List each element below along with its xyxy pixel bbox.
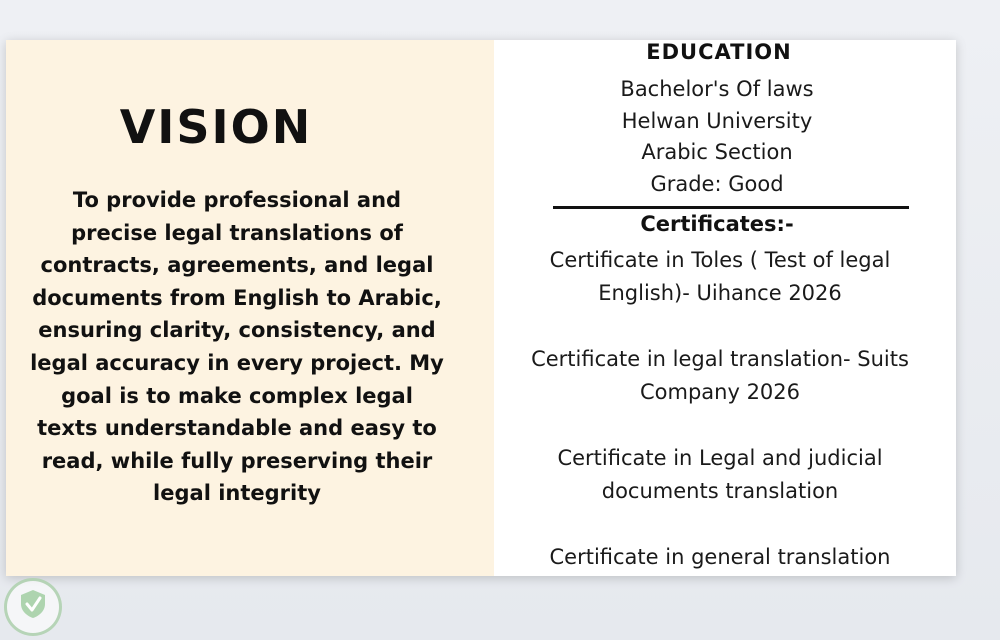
education-university: Helwan University	[621, 108, 813, 133]
education-grade: Grade: Good	[650, 172, 784, 197]
education-details	[494, 74, 940, 201]
vision-statement: To provide professional and precise legal translations of contracts, agreements, and legal documents from English to Arabic, ensuring clarity, consistency, and legal accuracy in every project. My goal is to make complex legal texts understandable and easy to read, while fully preserving their legal integrity	[30, 188, 444, 506]
vision-heading: VISION	[119, 100, 313, 154]
certificate-item: Certificate in Toles ( Test of legal English)- Uihance 2026	[549, 248, 891, 305]
watermark-logo	[4, 578, 62, 636]
certificate-item: Certificate in general translation	[549, 545, 891, 569]
certificate-item: Certificate in Legal and judicial documents translation	[557, 446, 883, 503]
vision-panel	[6, 40, 494, 576]
section-divider	[553, 206, 909, 209]
education-degree: Bachelor's Of laws	[620, 77, 814, 101]
education-panel	[494, 40, 956, 576]
shield-check-icon	[19, 589, 47, 619]
certificate-item: Certificate in legal translation- Suits Company 2026	[531, 347, 909, 404]
education-section: Arabic Section	[641, 140, 793, 165]
education-heading: EDUCATION	[646, 40, 792, 64]
certificates-list	[522, 244, 918, 608]
certificates-heading: Certificates:-	[640, 212, 794, 236]
cv-card	[6, 40, 956, 576]
